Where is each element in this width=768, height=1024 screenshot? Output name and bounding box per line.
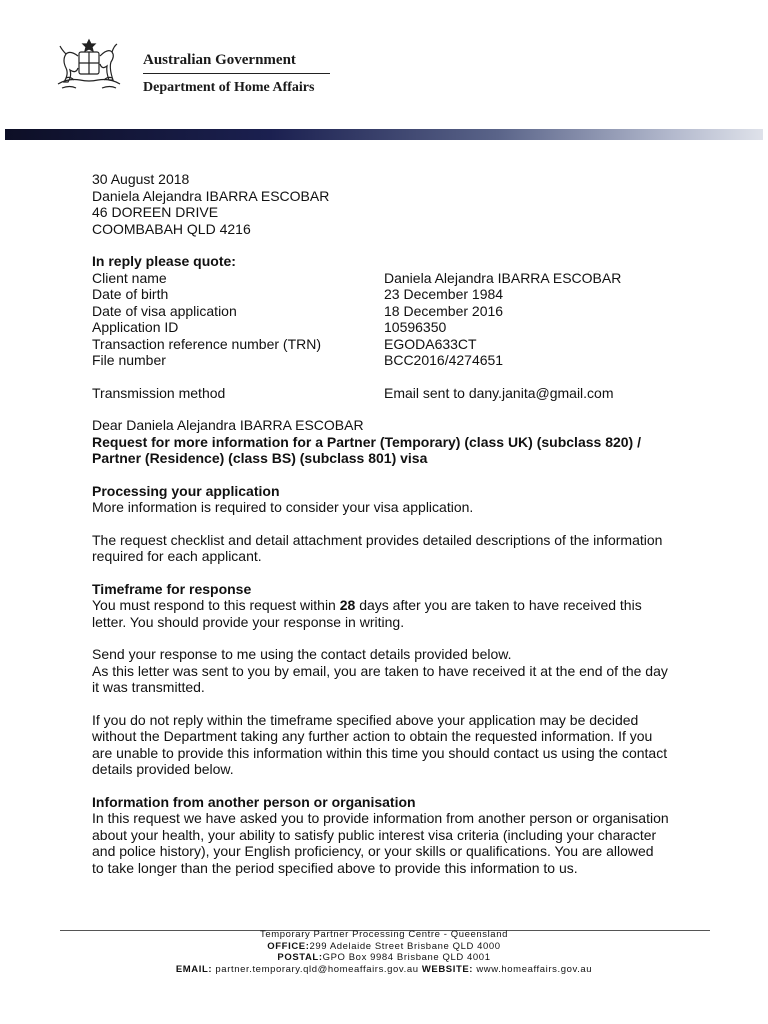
noreply-paragraph [92, 712, 692, 778]
transmission-value: Email sent to dany.janita@gmail.com [384, 384, 614, 401]
paragraph-line: details provided below. [92, 761, 234, 777]
address-line: COOMBABAH QLD 4216 [92, 220, 251, 237]
paragraph-line: letter. You should provide your response in writing. [92, 613, 405, 630]
timeframe-section [92, 581, 692, 631]
reference-row [92, 286, 692, 303]
quote-heading: In reply please quote: [92, 253, 236, 269]
text-run: You must respond to this request within [92, 597, 340, 613]
checklist-paragraph [92, 532, 692, 565]
address-line: 46 DOREEN DRIVE [92, 204, 219, 220]
text-run: days after you are taken to have received this [355, 597, 642, 613]
reference-row [92, 270, 692, 287]
reference-label: Application ID [92, 319, 179, 335]
reference-label: Client name [92, 269, 167, 286]
letter-subject [92, 434, 692, 467]
footer [0, 929, 768, 975]
paragraph-line [92, 597, 692, 614]
department-name: Department of Home Affairs [143, 80, 315, 95]
subject-line: Partner (Residence) (class BS) (subclass 801) visa [92, 450, 428, 466]
paragraph-line: In this request we have asked you to provide information from another person or organisation [92, 810, 669, 826]
section-heading: Information from another person or organisation [92, 793, 416, 810]
reference-row [92, 303, 692, 320]
postal-address [0, 952, 768, 964]
paragraph-line: As this letter was sent to you by email, you are taken to have received it at the end of the day [92, 662, 668, 679]
send-paragraph: Send your response to me using the contact details provided below. [92, 646, 512, 662]
email-value: partner.temporary.qld@homeaffairs.gov.au [212, 963, 422, 975]
section-heading: Processing your application [92, 482, 280, 499]
transmission-row [92, 385, 692, 402]
header-rule [143, 73, 330, 74]
contact-line [0, 964, 768, 976]
recipient-address [92, 188, 692, 238]
office-address [0, 941, 768, 953]
transmission-label: Transmission method [92, 384, 226, 401]
reference-details [92, 253, 692, 369]
reference-value: EGODA633CT [384, 335, 477, 352]
reference-value: Daniela Alejandra IBARRA ESCOBAR [384, 269, 622, 286]
paragraph-line: about your health, your ability to satisfy public interest visa criteria (including your character [92, 826, 657, 843]
website-label: WEBSITE: [421, 963, 474, 975]
other-person-section [92, 794, 692, 877]
section-heading: Timeframe for response [92, 580, 252, 597]
paragraph-line: The request checklist and detail attachment provides detailed descriptions of the information [92, 531, 663, 548]
paragraph-line: without the Department taking any further action to obtain the requested information. If you [92, 728, 653, 744]
reference-row [92, 352, 692, 369]
paragraph-line: are unable to provide this information within this time you should contact us using the contact [92, 744, 668, 761]
paragraph-line: it was transmitted. [92, 679, 205, 695]
paragraph-line: required for each applicant. [92, 548, 262, 564]
reference-row [92, 319, 692, 336]
header-gradient-bar [5, 129, 763, 140]
letter-date: 30 August 2018 [92, 171, 190, 187]
office-value: 299 Adelaide Street Brisbane QLD 4000 [309, 940, 501, 952]
reference-value: 23 December 1984 [384, 286, 504, 302]
paragraph-line: to take longer than the period specified above to provide this information to us. [92, 859, 578, 876]
reference-label: File number [92, 352, 166, 368]
reference-value: 18 December 2016 [384, 302, 504, 319]
paragraph: More information is required to consider your visa application. [92, 499, 474, 515]
office-label: OFFICE: [267, 940, 310, 952]
paragraph-line: and police history), your English proficiency, or your skills or qualifications. You are allowed [92, 843, 654, 859]
website-value: www.homeaffairs.gov.au [473, 963, 593, 975]
reference-value: BCC2016/4274651 [384, 352, 504, 368]
address-line: Daniela Alejandra IBARRA ESCOBAR [92, 187, 330, 204]
postal-value: GPO Box 9984 Brisbane QLD 4001 [322, 952, 491, 963]
reference-label: Date of birth [92, 286, 169, 302]
response-days: 28 [339, 597, 356, 613]
reference-value: 10596350 [384, 319, 447, 335]
coat-of-arms-icon [48, 36, 130, 98]
government-name: Australian Government [143, 52, 296, 68]
reference-label: Transaction reference number (TRN) [92, 335, 322, 352]
reference-row [92, 336, 692, 353]
reference-label: Date of visa application [92, 302, 237, 319]
email-paragraph [92, 663, 692, 696]
processing-section [92, 483, 692, 516]
letter-body [92, 171, 692, 892]
subject-line: Request for more information for a Partner (Temporary) (class UK) (subclass 820) / [92, 433, 641, 450]
email-label: EMAIL: [175, 963, 213, 975]
postal-label: POSTAL: [277, 952, 323, 963]
processing-centre: Temporary Partner Processing Centre - Queensland [260, 929, 508, 940]
salutation: Dear Daniela Alejandra IBARRA ESCOBAR [92, 417, 364, 433]
paragraph-line: If you do not reply within the timeframe specified above your application may be decided [92, 711, 639, 728]
